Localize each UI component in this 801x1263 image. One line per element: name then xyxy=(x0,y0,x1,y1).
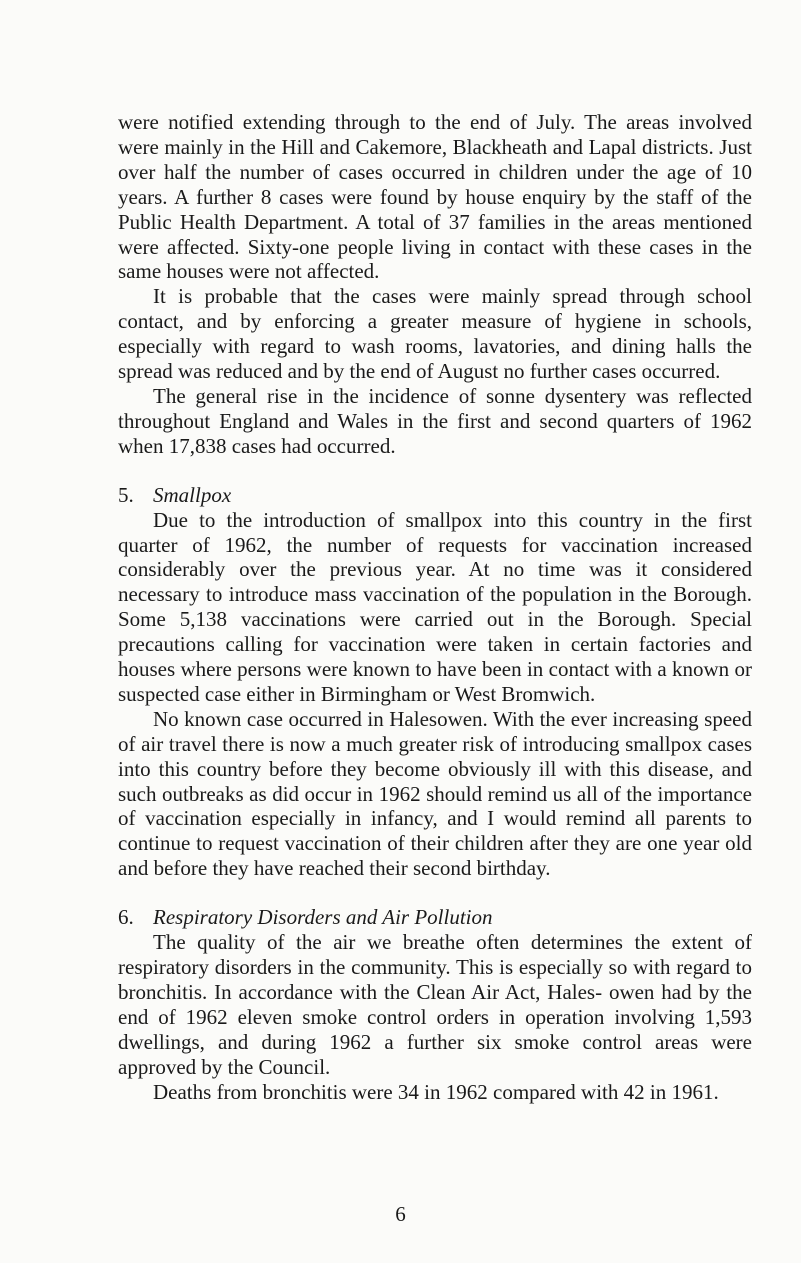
section-number: 5. xyxy=(118,482,134,507)
paragraph-intro-2: It is probable that the cases were mainly spread through school contact, and by enforcing a greater measure of hygiene in schools, especially with regard to wash rooms, lavatories, and dining halls the spread was reduced and by the end of August no further cases occurred. xyxy=(118,284,752,384)
paragraph-intro-3: The general rise in the incidence of sonne dysentery was reflected throughout England and Wales in the first and second quarters of 1962 when 17,838 cases had occurred. xyxy=(118,383,752,458)
paragraph-smallpox-1: Due to the introduction of smallpox into this country in the first quarter of 1962, the number of requests for vaccination increased considerably over the previous year. At no time was it considered necessary to introduce mass vaccination of the population in the Borough. Some 5,138 vaccinations were carried out in the Borough. Special precautions calling for vaccination were taken in certain factories and houses where persons were known to have been in contact with a known or suspected case either in Birmingham or West Bromwich. xyxy=(118,507,752,706)
paragraph-respiratory-1: The quality of the air we breathe often determines the extent of respiratory disorders in the community. This is especially so with regard to bronchitis. In accordance with the Clean Air Act, Hales- owen had by the end of 1962 eleven smoke control orders in operation involving 1,593 dwellings, and during 1962 a further six smoke control areas were approved by the Council. xyxy=(118,930,752,1079)
section-heading-smallpox xyxy=(118,483,752,508)
section-title: Smallpox xyxy=(153,482,232,507)
section-number: 6. xyxy=(118,905,134,930)
paragraph-intro-1: were notified extending through to the end of July. The areas involved were mainly in the Hill and Cakemore, Blackheath and Lapal districts. Just over half the number of cases occurred in children under the age of 10 years. A further 8 cases were found by house enquiry by the staff of the Public Health Department. A total of 37 families in the areas mentioned were affected. Sixty-one people living in contact with these cases in the same houses were not affected. xyxy=(118,110,752,284)
document-page xyxy=(118,110,752,1104)
paragraph-smallpox-2: No known case occurred in Halesowen. With the ever increasing speed of air travel there is now a much greater risk of introducing smallpox cases into this country before they become obviously ill with this disease, and such outbreaks as did occur in 1962 should remind us all of the importance of vaccination especially in infancy, and I would remind all parents to continue to request vaccination of their children after they are one year old and before they have reached their second birthday. xyxy=(118,706,752,881)
paragraph-respiratory-2: Deaths from bronchitis were 34 in 1962 compared with 42 in 1961. xyxy=(153,1079,719,1104)
page-number: 6 xyxy=(395,1202,406,1226)
section-title: Respiratory Disorders and Air Pollution xyxy=(153,905,493,930)
section-heading-respiratory xyxy=(118,905,752,930)
